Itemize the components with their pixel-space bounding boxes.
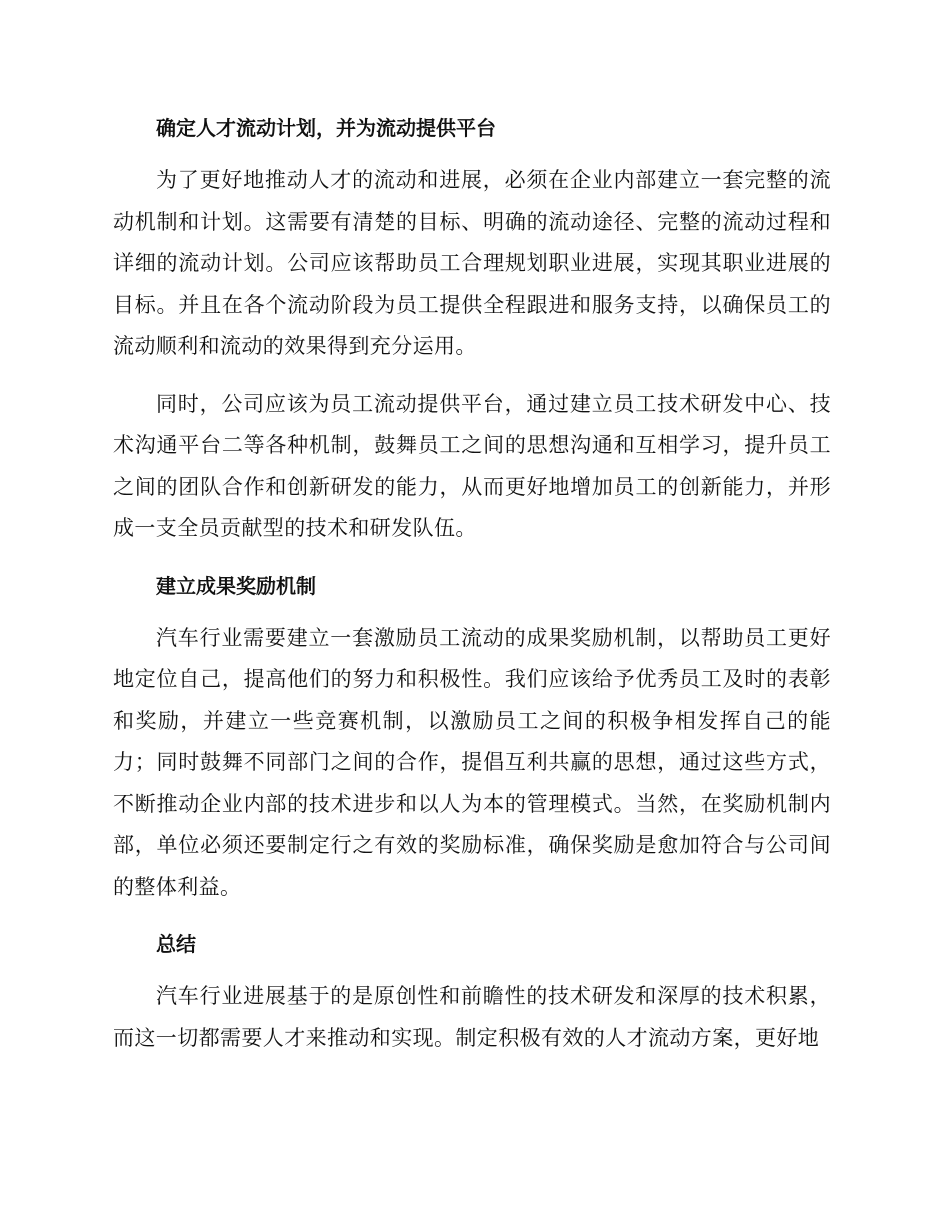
spacer: [113, 964, 831, 976]
paragraph-flow-mechanism: 为了更好地推动人才的流动和进展，必须在企业内部建立一套完整的流动机制和计划。这需要有清楚的目标、明确的流动途径、完整的流动过程和详细的流动计划。公司应该帮助员工合理规划职业进展，实现其职业进展的目标。并且在各个流动阶段为员工提供全程跟进和服务支持，以确保员工的流动顺利和流动的效果得到充分运用。: [113, 168, 831, 358]
section-heading-talent-flow: 确定人才流动计划，并为流动提供平台: [156, 116, 496, 140]
document-page: [113, 108, 831, 1059]
paragraph-reward-mechanism: 汽车行业需要建立一套激励员工流动的成果奖励机制，以帮助员工更好地定位自己，提高他们的努力和积极性。我们应该给予优秀员工及时的表彰和奖励，并建立一些竞赛机制，以激励员工之间的积极争相发挥自己的能力；同时鼓舞不同部门之间的合作，提倡互利共赢的思想，通过这些方式，不断推动企业内部的技术进步和以人为本的管理模式。当然，在奖励机制内部，单位必须还要制定行之有效的奖励标准，确保奖励是愈加符合与公司间的整体利益。: [113, 625, 831, 899]
section-heading-reward-mechanism: 建立成果奖励机制: [156, 573, 316, 598]
spacer: [113, 550, 831, 566]
spacer: [113, 148, 831, 160]
spacer: [113, 368, 831, 384]
spacer: [113, 606, 831, 618]
paragraph-summary: 汽车行业进展基于的是原创性和前瞻性的技术研发和深厚的技术积累，而这一切都需要人才来推动和实现。制定积极有效的人才流动方案，更好地: [113, 984, 831, 1050]
section-heading-summary: 总结: [156, 932, 196, 956]
spacer: [113, 908, 831, 924]
paragraph-flow-platform: 同时，公司应该为员工流动提供平台，通过建立员工技术研发中心、技术沟通平台二等各种机制，鼓舞员工之间的思想沟通和互相学习，提升员工之间的团队合作和创新研发的能力，从而更好地增加员工的创新能力，并形成一支全员贡献型的技术和研发队伍。: [113, 391, 831, 540]
